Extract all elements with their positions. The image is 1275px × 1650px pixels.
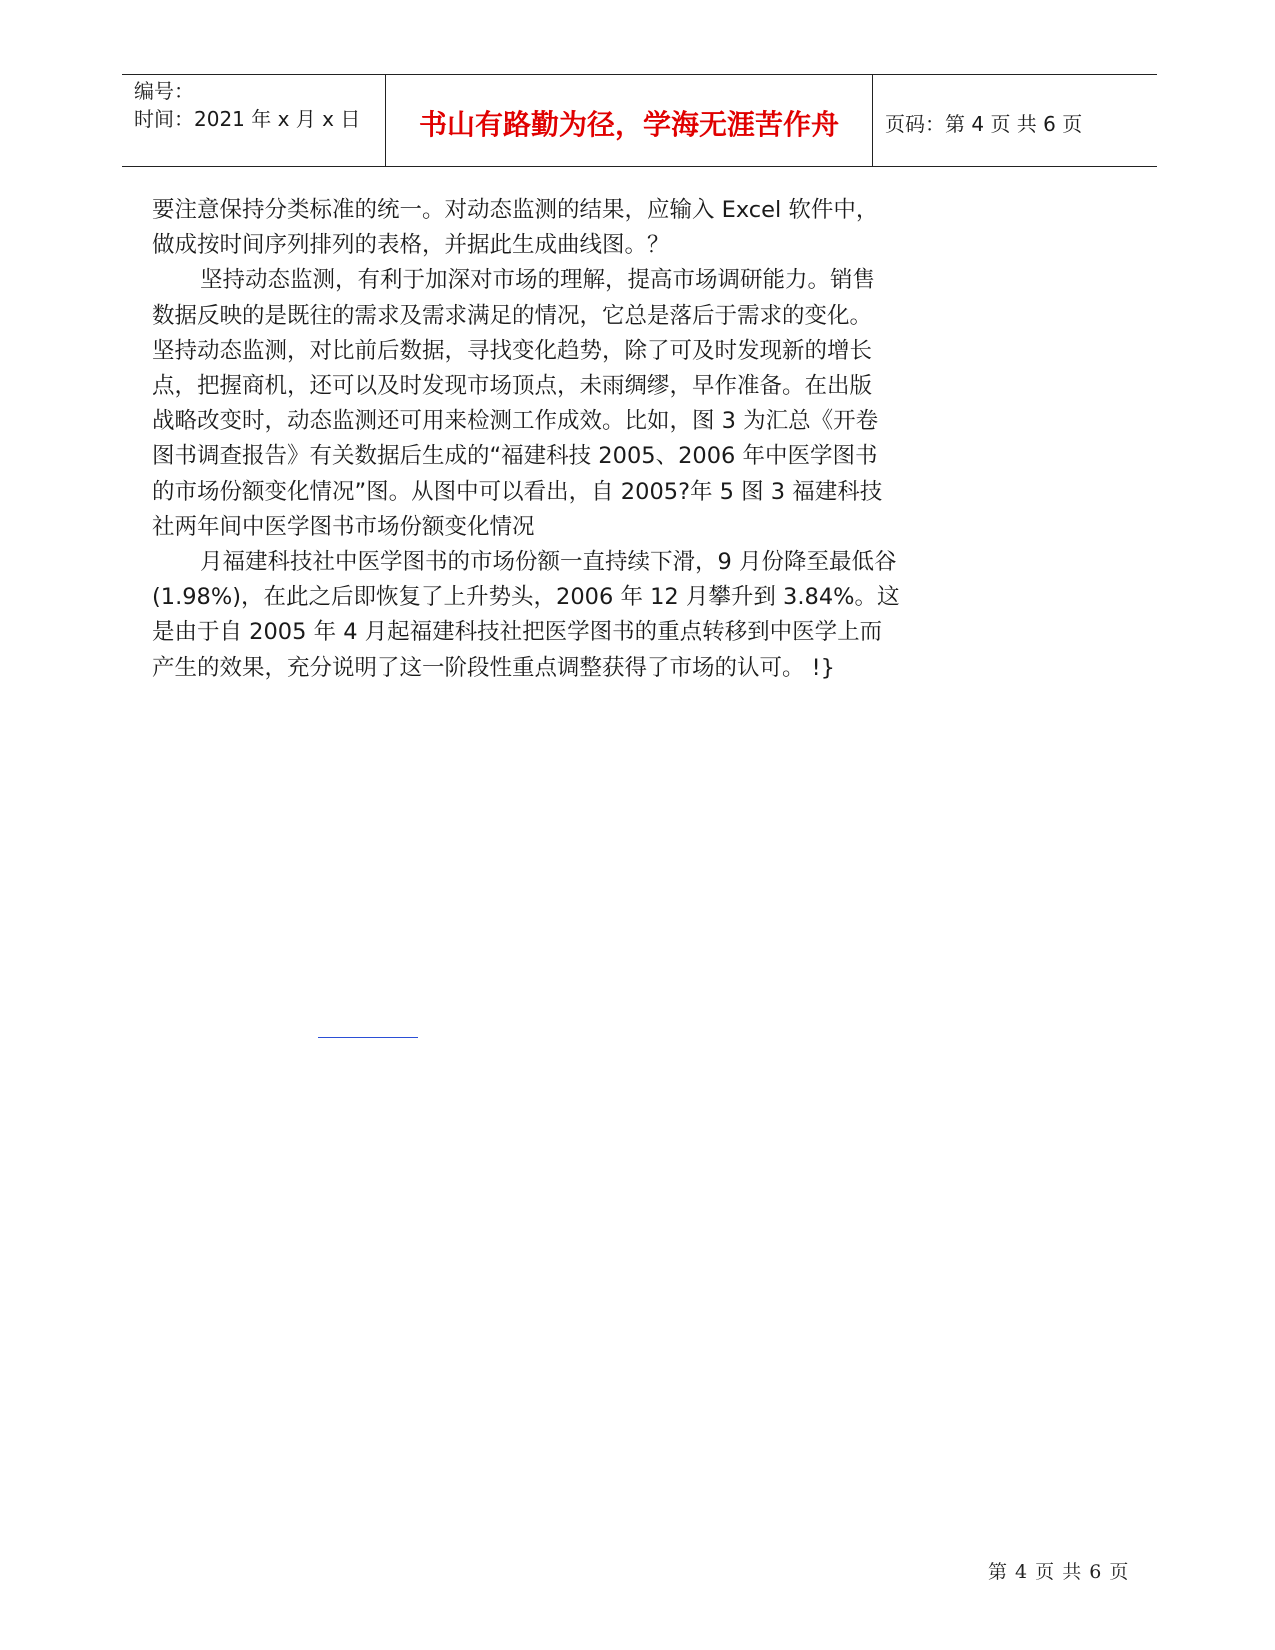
header-page-number: 页码：第 4 页 共 6 页	[885, 112, 1083, 136]
body-line: 做成按时间序列排列的表格，并据此生成曲线图。？	[152, 232, 670, 259]
body-line: 坚持动态监测，对比前后数据，寻找变化趋势，除了可及时发现新的增长	[152, 337, 873, 364]
body-line: 数据反映的是既往的需求及需求满足的情况，它总是落后于需求的变化。	[152, 302, 873, 329]
body-line-paragraph-start: 坚持动态监测，有利于加深对市场的理解，提高市场调研能力。销售	[200, 267, 876, 294]
document-body	[152, 193, 972, 686]
page-footer: 第 4 页 共 6 页	[988, 1561, 1130, 1583]
body-line: 战略改变时，动态监测还可用来检测工作成效。比如，图 3 为汇总《开卷	[152, 408, 879, 435]
body-line: 产生的效果，充分说明了这一阶段性重点调整获得了市场的认可。 !}	[152, 654, 835, 681]
body-line: 社两年间中医学图书市场份额变化情况	[152, 513, 535, 540]
hyperlink-underline[interactable]	[318, 1037, 418, 1038]
document-number-label: 编号：	[134, 79, 194, 103]
body-line: (1.98%)，在此之后即恢复了上升势头，2006 年 12 月攀升到 3.84%。这	[152, 584, 900, 611]
body-line: 要注意保持分类标准的统一。对动态监测的结果，应输入 Excel 软件中，	[152, 197, 879, 223]
document-header	[122, 74, 1157, 167]
document-time-label: 时间：2021 年 x 月 x 日	[134, 107, 361, 131]
body-line: 图书调查报告》有关数据后生成的“福建科技 2005、2006 年中医学图书	[152, 443, 878, 470]
body-line: 点，把握商机，还可以及时发现市场顶点，未雨绸缪，早作准备。在出版	[152, 373, 873, 400]
body-line: 的市场份额变化情况”图。从图中可以看出，自 2005?年 5 图 3 福建科技	[152, 478, 883, 505]
header-motto: 书山有路勤为径，学海无涯苦作舟	[386, 75, 873, 166]
body-line: 是由于自 2005 年 4 月起福建科技社把医学图书的重点转移到中医学上而	[152, 619, 883, 646]
body-line-paragraph-start: 月福建科技社中医学图书的市场份额一直持续下滑，9 月份降至最低谷	[200, 549, 897, 576]
header-meta-cell	[122, 75, 386, 166]
